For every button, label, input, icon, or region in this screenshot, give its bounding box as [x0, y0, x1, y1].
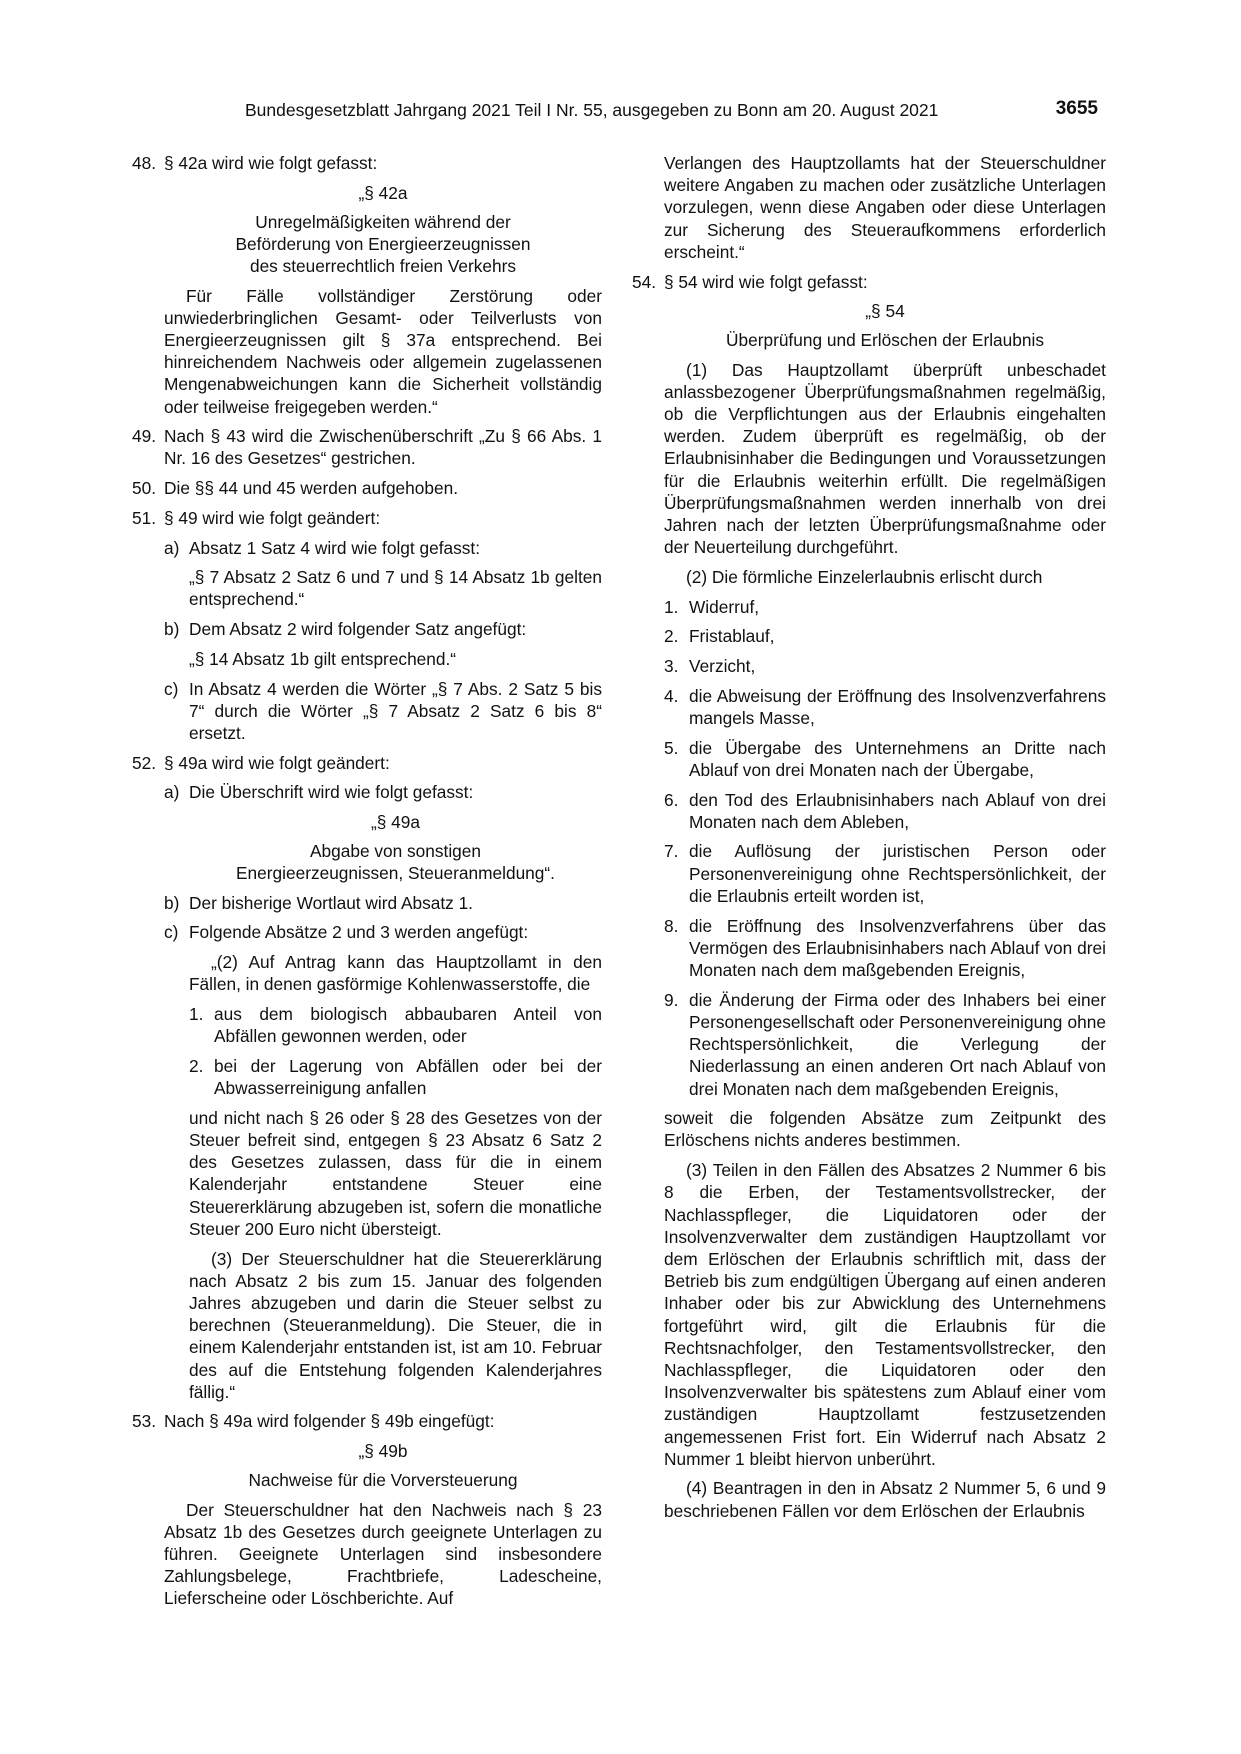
subitem-c	[164, 678, 602, 745]
section-title: Nachweise für die Vorversteuerung	[248, 1470, 518, 1491]
item-text: die Übergabe des Unternehmens an Dritte nach Ablauf von drei Monaten nach der Übergabe,	[689, 737, 1106, 780]
amendment-53	[132, 1410, 602, 1432]
subitem-a	[164, 781, 602, 803]
page-number: 3655	[1055, 98, 1098, 119]
section-heading: „§ 49a	[370, 812, 420, 833]
list-item	[664, 596, 1106, 618]
item-number: 49.	[132, 426, 157, 447]
item-number: 54.	[632, 271, 657, 292]
right-column	[632, 152, 1106, 1529]
amendment-51	[132, 507, 602, 529]
section-body: Der Steuerschuldner hat den Nachweis nach § 23 Absatz 1b des Gesetzes durch geeignete Unterlagen zu führen. Geeignete Unterlagen sind insbesondere Zahlungsbelege, Frachtbriefe, Ladescheine, Lieferscheine oder Löschberichte. Auf	[164, 1499, 602, 1609]
paragraph-4: (4) Beantragen in den in Absatz 2 Nummer 5, 6 und 9 beschriebenen Fällen vor dem Erlöschen der Erlaubnis	[664, 1478, 1106, 1521]
section-title-line: Energieerzeugnissen, Steueranmeldung“.	[236, 863, 555, 884]
paragraph: und nicht nach § 26 oder § 28 des Gesetzes von der Steuer befreit sind, entgegen § 23 Absatz 6 Satz 2 des Gesetzes zulassen, dass für die in einem Kalenderjahr entstandene Steuer eine Steuererklärung abzugeben ist, sofern die monatliche Steuer 200 Euro nicht übersteigt.	[189, 1107, 602, 1239]
list-item	[664, 989, 1106, 1100]
item-text: § 49a wird wie folgt geändert:	[164, 752, 390, 773]
subitem-c	[164, 921, 602, 943]
list-item	[664, 840, 1106, 907]
subitem-letter: b)	[164, 619, 180, 640]
amendment-51-subitems	[164, 537, 602, 745]
continued-text	[664, 152, 1106, 263]
subitem-c-quote	[189, 951, 602, 1403]
paragraph: (3) Der Steuerschuldner hat die Steuererklärung nach Absatz 2 bis zum 15. Januar des folgenden Jahres abzugeben und darin die Steuer selbst zu berechnen (Steueranmeldung). Die Steuer, die in einem Kalenderjahr entstanden ist, ist am 10. Februar des auf die Entstehung folgenden Kalenderjahres fällig.“	[189, 1248, 602, 1402]
item-text: die Auflösung der juristischen Person oder Personenvereinigung ohne Rechtspersönlichkeit, der die Erlaubnis erteilt worden ist,	[689, 841, 1106, 906]
subitem-text: Absatz 1 Satz 4 wird wie folgt gefasst:	[189, 537, 481, 558]
list-item	[664, 737, 1106, 781]
item-number: 7.	[664, 841, 679, 862]
section-title-line: des steuerrechtlich freien Verkehrs	[249, 256, 517, 277]
paragraph-1: (1) Das Hauptzollamt überprüft unbeschadet anlassbezogener Überprüfungsmaßnahmen regelmäßig, ob die Verpflichtungen aus der Erlaubnis eingehalten werden. Zudem überprüft es regelmäßig, ob der Erlaubnisinhaber die Bedingungen und Voraussetzungen für die Erlaubnis weiterhin erfüllt. Die regelmäßigen Überprüfungsmaßnahmen werden innerhalb von drei Jahren nach der letzten Überprüfungsmaßnahme oder der Neuerteilung durchgeführt.	[664, 359, 1106, 558]
subitem-text: Der bisherige Wortlaut wird Absatz 1.	[189, 892, 473, 913]
item-text: bei der Lagerung von Abfällen oder bei der Abwasserreinigung anfallen	[214, 1055, 602, 1099]
item-text: § 42a wird wie folgt gefasst:	[164, 153, 378, 173]
list-item	[664, 625, 1106, 647]
subitem-b	[164, 618, 602, 640]
item-text: die Abweisung der Eröffnung des Insolvenzverfahrens mangels Masse,	[689, 685, 1106, 728]
list-item	[664, 789, 1106, 833]
subitem-letter: a)	[164, 782, 180, 803]
item-text: Verzicht,	[689, 656, 756, 677]
section-title-line: Abgabe von sonstigen	[309, 841, 482, 862]
subitem-letter: c)	[164, 678, 179, 699]
item-number: 9.	[664, 989, 679, 1010]
item-number: 51.	[132, 507, 157, 528]
amendment-53-content	[164, 1440, 602, 1609]
item-number: 5.	[664, 737, 679, 758]
subitem-letter: b)	[164, 892, 180, 913]
paragraph-2-end: soweit die folgenden Absätze zum Zeitpunkt des Erlöschens nichts anderes bestimmen.	[664, 1108, 1106, 1151]
subitem-a	[164, 537, 602, 559]
amendment-48-content	[164, 182, 602, 418]
item-number: 50.	[132, 478, 157, 499]
item-text: Nach § 49a wird folgender § 49b eingefügt:	[164, 1411, 495, 1432]
quoted-text: „§ 7 Absatz 2 Satz 6 und 7 und § 14 Absatz 1b gelten entsprechend.“	[189, 567, 602, 610]
item-text: Fristablauf,	[689, 626, 775, 647]
subitem-a-quote	[189, 811, 602, 885]
item-text: § 54 wird wie folgt gefasst:	[664, 271, 868, 292]
item-number: 4.	[664, 685, 679, 706]
item-text: Die §§ 44 und 45 werden aufgehoben.	[164, 478, 459, 499]
item-number: 6.	[664, 789, 679, 810]
item-number: 2.	[664, 626, 679, 647]
item-text: die Änderung der Firma oder des Inhabers bei einer Personengesellschaft oder Personenvereinigung ohne Rechtspersönlichkeit, die Verlegung der Niederlassung an einen anderen Ort nach Ablauf von drei Monaten nach dem maßgebenden Ereignis,	[689, 989, 1106, 1099]
quoted-text: „§ 14 Absatz 1b gilt entsprechend.“	[189, 648, 457, 669]
item-number: 1.	[664, 596, 679, 617]
paragraph-2: (2) Die förmliche Einzelerlaubnis erlischt durch	[686, 566, 1043, 587]
section-title-line: Beförderung von Energieerzeugnissen	[235, 234, 531, 255]
subitem-letter: a)	[164, 537, 180, 558]
paragraph-3: (3) Teilen in den Fällen des Absatzes 2 Nummer 6 bis 8 die Erben, der Testamentsvollstrecker, der Nachlasspfleger, die Liquidatoren oder der Insolvenzverwalter dem zuständigen Hauptzollamt vor dem Erlöschen der Erlaubnis schriftlich mit, dass der Betrieb bis zum endgültigen Übergang auf einen anderen Inhaber oder bis zur Abwicklung des Unternehmens fortgeführt wird, gilt die Erlaubnis für die Rechtsnachfolger, den Testamentsvollstrecker, den Nachlasspfleger, die Liquidatoren oder den Insolvenzverwalter bis spätestens zum Ablauf einer vom zuständigen Hauptzollamt festzusetzenden angemessenen Frist fort. Ein Widerruf nach Absatz 2 Nummer 1 bleibt hiervon unberührt.	[664, 1160, 1106, 1469]
item-text: Nach § 43 wird die Zwischenüberschrift „Zu § 66 Abs. 1 Nr. 16 des Gesetzes“ gestrichen.	[164, 426, 602, 469]
item-text: aus dem biologisch abbaubaren Anteil von Abfällen gewonnen werden, oder	[214, 1004, 602, 1047]
left-column	[132, 152, 602, 1617]
item-number: 3.	[664, 656, 679, 677]
subitem-text: Dem Absatz 2 wird folgender Satz angefügt:	[189, 619, 527, 640]
item-number: 53.	[132, 1411, 157, 1432]
item-text: § 49 wird wie folgt geändert:	[164, 507, 381, 528]
amendment-52-subitems	[164, 781, 602, 1403]
amendment-54	[632, 271, 1106, 293]
item-number: 1.	[189, 1004, 204, 1024]
item-number: 52.	[132, 752, 157, 773]
amendment-54-content	[664, 300, 1106, 1522]
item-text: den Tod des Erlaubnisinhabers nach Ablauf von drei Monaten nach dem Ableben,	[689, 789, 1106, 832]
amendment-50	[132, 477, 602, 499]
subitem-text: Folgende Absätze 2 und 3 werden angefügt:	[189, 922, 529, 943]
subitem-text: In Absatz 4 werden die Wörter „§ 7 Abs. 2 Satz 5 bis 7“ durch die Wörter „§ 7 Absatz 2 Satz 6 bis 8“ ersetzt.	[189, 678, 602, 743]
subitem-b	[164, 892, 602, 914]
amendment-48	[132, 152, 602, 174]
item-text: Widerruf,	[689, 596, 760, 617]
amendment-52	[132, 752, 602, 774]
item-number: 2.	[189, 1055, 204, 1076]
numbered-item	[189, 1055, 602, 1099]
section-title-line: Unregelmäßigkeiten während der	[255, 211, 511, 232]
section-title: Überprüfung und Erlöschen der Erlaubnis	[726, 330, 1044, 351]
item-number: 8.	[664, 915, 679, 936]
section-heading: „§ 54	[865, 301, 905, 322]
item-text: die Eröffnung des Insolvenzverfahrens über das Vermögen des Erlaubnisinhabers nach Ablauf von drei Monaten nach dem maßgebenden Ereignis,	[689, 915, 1106, 980]
section-heading: „§ 42a	[358, 182, 408, 203]
paragraph: Verlangen des Hauptzollamts hat der Steuerschuldner weitere Angaben zu machen oder zusätzliche Unterlagen vorzulegen, wenn diese Angaben oder diese Unterlagen zur Sicherung des Steueraufkommens erforderlich erscheint.“	[664, 153, 1106, 262]
item-number: 48.	[132, 153, 157, 173]
running-header: Bundesgesetzblatt Jahrgang 2021 Teil I Nr. 55, ausgegeben zu Bonn am 20. August 2021	[245, 100, 939, 120]
subitem-letter: c)	[164, 922, 179, 943]
list-item	[664, 655, 1106, 677]
section-heading: „§ 49b	[358, 1441, 408, 1462]
list-item	[664, 685, 1106, 729]
paragraph: „(2) Auf Antrag kann das Hauptzollamt in den Fällen, in denen gasförmige Kohlenwasserstoffe, die	[189, 952, 602, 995]
amendment-49	[132, 425, 602, 469]
numbered-item	[189, 1003, 602, 1047]
section-body: Für Fälle vollständiger Zerstörung oder unwiederbringlichen Gesamt- oder Teilverlusts von Energieerzeugnissen gilt § 37a entsprechend. Bei hinreichendem Nachweis oder allgemein zugelassenen Mengenabweichungen kann die Sicherheit vollständig oder teilweise freigegeben werden.“	[164, 285, 602, 417]
list-item	[664, 915, 1106, 982]
subitem-text: Die Überschrift wird wie folgt gefasst:	[189, 782, 474, 803]
